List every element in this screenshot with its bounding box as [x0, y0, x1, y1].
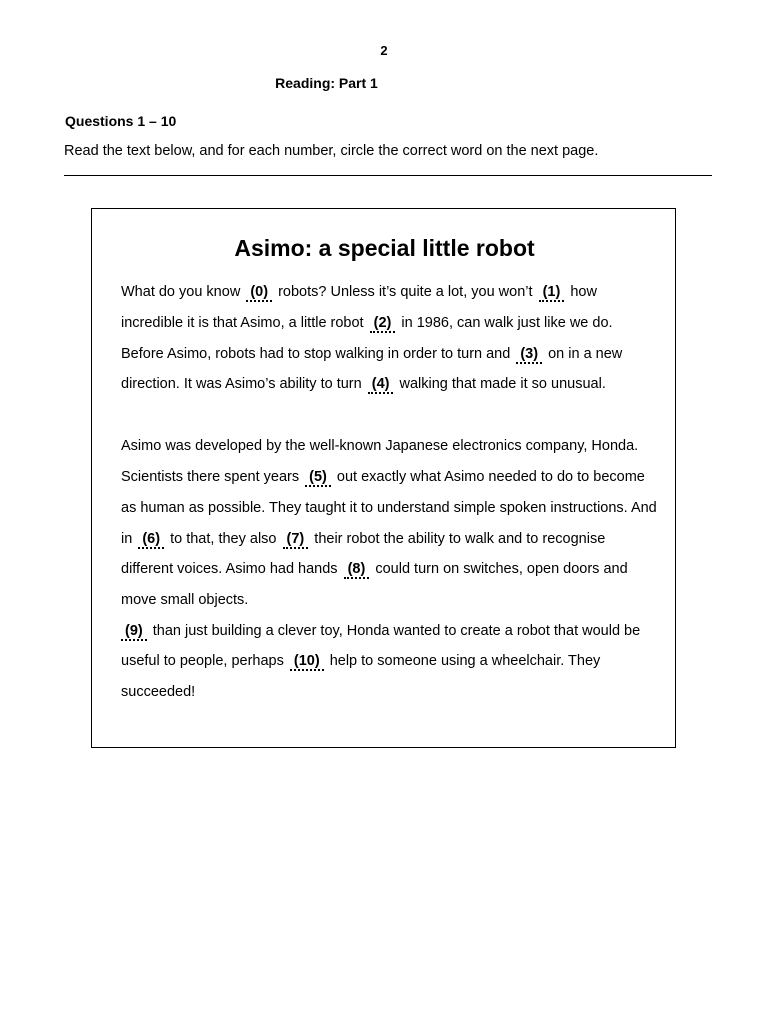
text-segment: could turn on switches, open doors and	[375, 561, 628, 577]
text-line	[121, 346, 622, 364]
text-segment: how	[570, 284, 597, 300]
gap-5: (5)	[305, 470, 331, 487]
text-line	[121, 500, 657, 516]
text-segment: help to someone using a wheelchair. They	[329, 653, 601, 669]
text-segment: useful to people, perhaps	[121, 653, 284, 669]
text-line	[121, 315, 613, 333]
text-line	[121, 284, 597, 302]
gap-4: (4)	[368, 377, 394, 394]
gap-8: (8)	[344, 562, 370, 579]
gap-7: (7)	[283, 532, 309, 549]
instructions: Read the text below, and for each number, circle the correct word on the next page.	[64, 143, 599, 159]
text-segment: in	[121, 531, 133, 547]
gap-0: (0)	[246, 285, 272, 302]
gap-6: (6)	[138, 532, 164, 549]
text-segment: Before Asimo, robots had to stop walking in order to turn and	[121, 346, 511, 362]
text-segment: walking that made it so unusual.	[399, 376, 606, 392]
text-segment: in 1986, can walk just like we do.	[401, 315, 613, 331]
gap-3: (3)	[516, 347, 542, 364]
gap-2: (2)	[370, 316, 396, 333]
reading-text-box	[91, 208, 676, 748]
text-line	[121, 653, 600, 671]
text-segment: direction. It was Asimo’s ability to turn	[121, 376, 362, 392]
text-segment: move small objects.	[121, 592, 249, 608]
gap-1: (1)	[539, 285, 565, 302]
text-segment: their robot the ability to walk and to recognise	[314, 531, 606, 547]
text-segment: as human as possible. They taught it to understand simple spoken instructions. And	[121, 500, 657, 516]
gap-9: (9)	[121, 624, 147, 641]
text-segment: out exactly what Asimo needed to do to become	[336, 469, 645, 485]
text-line	[121, 561, 628, 579]
horizontal-rule	[64, 175, 712, 176]
text-line	[121, 376, 606, 394]
text-segment: on in a new	[548, 346, 623, 362]
text-line	[121, 531, 605, 549]
article-title: Asimo: a special little robot	[234, 235, 535, 261]
text-segment: Scientists there spent years	[121, 469, 300, 485]
text-segment: What do you know	[121, 284, 241, 300]
page-number: 2	[380, 43, 388, 58]
text-segment: succeeded!	[121, 684, 196, 700]
section-title: Reading: Part 1	[275, 75, 378, 91]
text-line	[121, 438, 638, 454]
text-segment: than just building a clever toy, Honda wanted to create a robot that would be	[152, 623, 641, 639]
text-line	[121, 623, 640, 641]
text-segment: Asimo was developed by the well-known Japanese electronics company, Honda.	[121, 438, 639, 454]
text-segment: to that, they also	[170, 531, 277, 547]
text-line	[121, 469, 645, 487]
text-segment: robots? Unless it’s quite a lot, you won’t	[278, 284, 533, 300]
gap-10: (10)	[290, 654, 324, 671]
text-segment: incredible it is that Asimo, a little robot	[121, 315, 364, 331]
text-line	[121, 684, 195, 700]
text-segment: different voices. Asimo had hands	[121, 561, 338, 577]
text-line	[121, 592, 248, 608]
questions-heading: Questions 1 – 10	[65, 113, 177, 129]
